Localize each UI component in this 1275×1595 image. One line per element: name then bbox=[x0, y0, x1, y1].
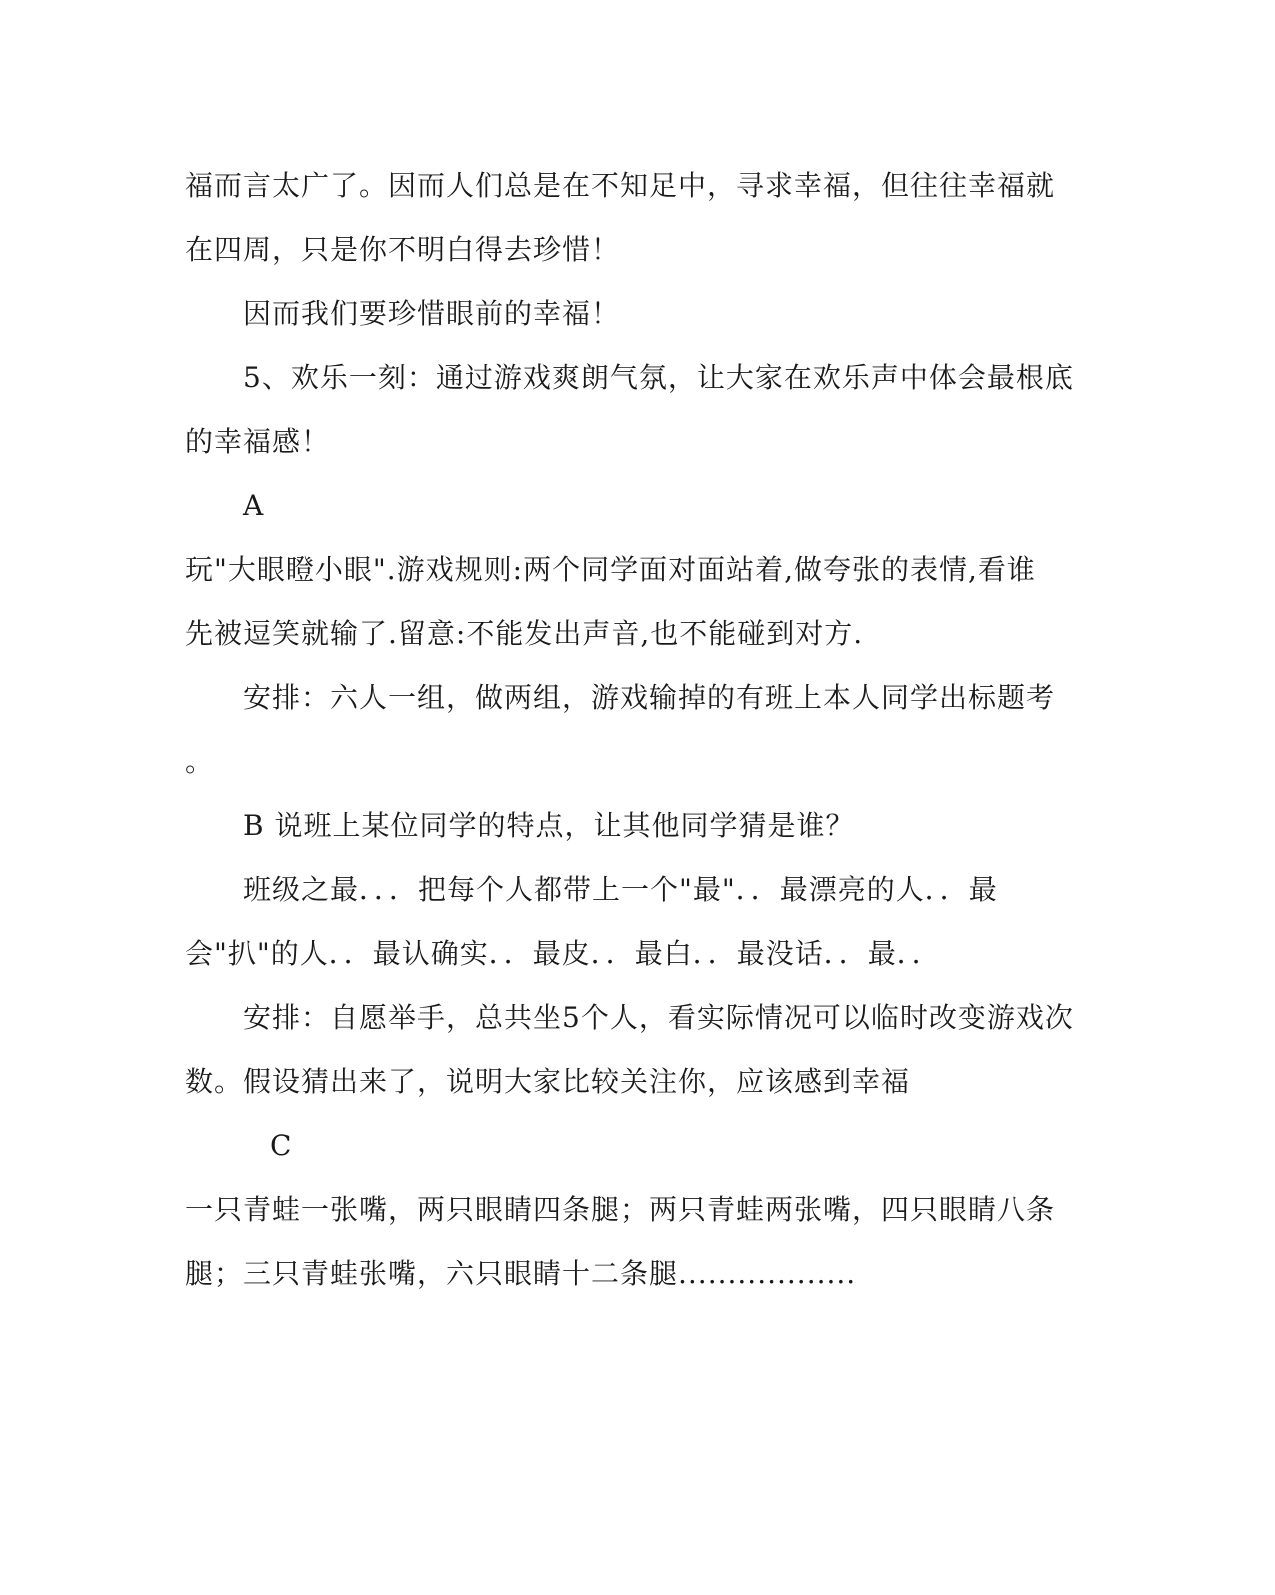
text-line-13: 会"扒"的人．．最认确实．．最皮．．最白．．最没话．．最．． bbox=[185, 937, 941, 970]
text-line-14: 安排：自愿举手，总共坐5个人，看实际情况可以临时改变游戏次 bbox=[243, 1001, 1074, 1034]
text-line-4: 5、欢乐一刻：通过游戏爽朗气氛，让大家在欢乐声中体会最根底 bbox=[243, 361, 1074, 394]
text-line-18: 腿；三只青蛙张嘴，六只眼睛十二条腿.................. bbox=[185, 1257, 857, 1290]
text-line-8: 先被逗笑就输了.留意:不能发出声音,也不能碰到对方. bbox=[185, 617, 864, 650]
text-line-5: 的幸福感！ bbox=[185, 425, 331, 458]
text-line-7: 玩"大眼瞪小眼".游戏规则:两个同学面对面站着,做夸张的表情,看谁 bbox=[185, 553, 1036, 586]
text-line-2: 在四周，只是你不明白得去珍惜！ bbox=[185, 233, 621, 266]
section-label-c: C bbox=[270, 1129, 293, 1162]
text-line-1: 福而言太广了。因而人们总是在不知足中，寻求幸福，但往往幸福就 bbox=[185, 169, 1056, 202]
text-line-17: 一只青蛙一张嘴，两只眼睛四条腿；两只青蛙两张嘴，四只眼睛八条 bbox=[185, 1193, 1056, 1226]
text-line-11: B 说班上某位同学的特点，让其他同学猜是谁？ bbox=[243, 809, 855, 842]
text-line-12: 班级之最．．．把每个人都带上一个"最"．．最漂亮的人．．最 bbox=[243, 873, 998, 906]
text-line-10: 。 bbox=[185, 745, 215, 778]
text-line-15: 数。假设猜出来了，说明大家比较关注你，应该感到幸福 bbox=[185, 1065, 911, 1098]
section-label-a: A bbox=[243, 489, 265, 522]
text-line-9: 安排：六人一组，做两组，游戏输掉的有班上本人同学出标题考 bbox=[243, 681, 1056, 714]
text-line-3: 因而我们要珍惜眼前的幸福！ bbox=[243, 297, 621, 330]
